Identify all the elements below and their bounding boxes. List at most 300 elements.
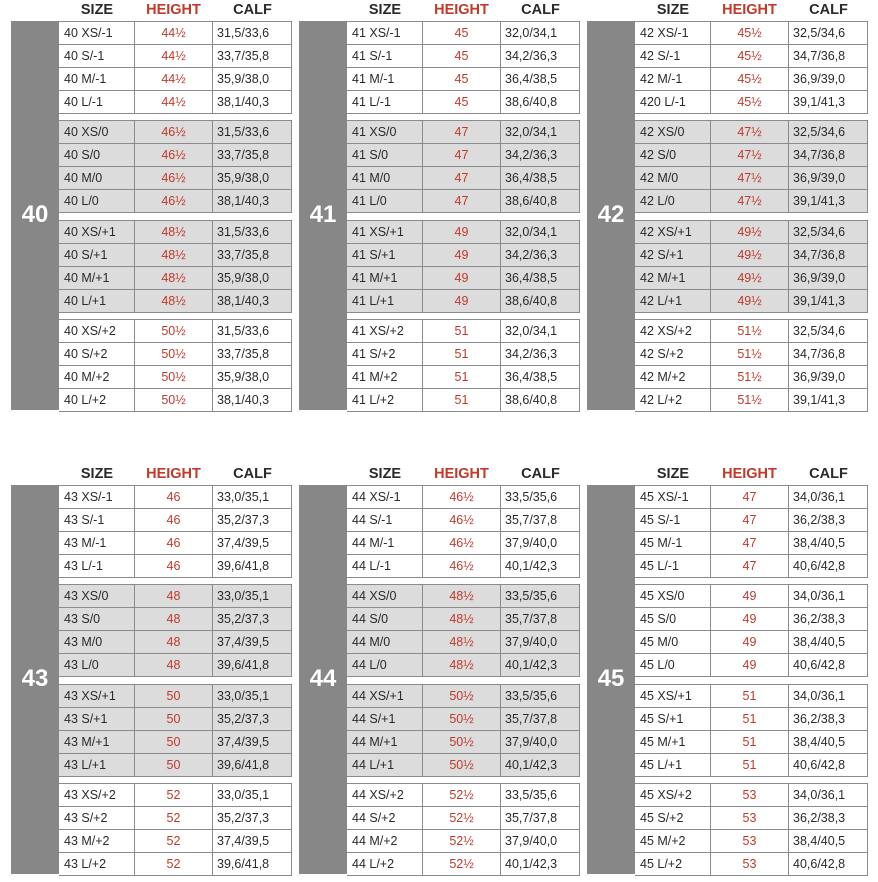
cell-size: 43 S/-1 [59, 509, 135, 531]
cell-height: 49½ [711, 221, 789, 243]
cell-calf: 33,7/35,8 [217, 347, 270, 361]
cell-size: 45 L/-1 [635, 555, 711, 577]
table-row [347, 853, 580, 876]
cell-size: 40 S/+2 [59, 343, 135, 365]
cell-size: 41 L/+1 [347, 290, 423, 312]
cell-size: 40 XS/-1 [59, 22, 135, 44]
cell-size: 41 L/0 [347, 190, 423, 212]
cell-height: 51½ [711, 320, 789, 342]
cell-size: 43 M/0 [59, 631, 135, 653]
row-group [347, 485, 580, 578]
cell-calf: 32,5/34,6 [793, 125, 846, 139]
size-bar [299, 21, 347, 410]
cell-calf: 38,1/40,3 [217, 393, 270, 407]
table-row [347, 91, 580, 114]
size-bar-label: 45 [597, 665, 625, 692]
cell-size: 43 S/+2 [59, 807, 135, 829]
cell-size: 420 L/-1 [635, 91, 711, 113]
cell-height: 50½ [135, 343, 213, 365]
cell-calf: 38,4/40,5 [793, 536, 846, 550]
table-row [59, 91, 292, 114]
cell-size: 41 M/0 [347, 167, 423, 189]
table-row [635, 144, 868, 167]
cell-height: 52 [135, 830, 213, 852]
cell-calf: 31,5/33,6 [217, 225, 270, 239]
cell-height: 45 [423, 22, 501, 44]
cell-height: 53 [711, 807, 789, 829]
cell-height: 52 [135, 853, 213, 875]
table-row [347, 144, 580, 167]
cell-height: 46½ [135, 121, 213, 143]
cell-calf: 31,5/33,6 [217, 324, 270, 338]
cell-height: 49½ [711, 290, 789, 312]
table-row [347, 784, 580, 807]
cell-height: 45½ [711, 91, 789, 113]
row-group [347, 21, 580, 114]
cell-height: 48½ [423, 585, 501, 607]
cell-height: 49 [423, 244, 501, 266]
cell-size: 40 L/+2 [59, 389, 135, 411]
cell-size: 42 XS/+2 [635, 320, 711, 342]
table-row [59, 784, 292, 807]
row-group [635, 319, 868, 412]
table-row [59, 631, 292, 654]
cell-calf: 36,2/38,3 [793, 513, 846, 527]
cell-size: 42 L/0 [635, 190, 711, 212]
table-row [347, 343, 580, 366]
cell-size: 42 S/-1 [635, 45, 711, 67]
table-row [59, 190, 292, 213]
cell-height: 46½ [423, 486, 501, 508]
table-row [347, 754, 580, 777]
cell-calf: 36,2/38,3 [793, 811, 846, 825]
cell-size: 44 XS/+2 [347, 784, 423, 806]
cell-size: 42 L/+2 [635, 389, 711, 411]
table-row [59, 853, 292, 876]
cell-calf: 39,1/41,3 [793, 95, 846, 109]
cell-size: 40 L/0 [59, 190, 135, 212]
cell-size: 41 XS/0 [347, 121, 423, 143]
cell-height: 44½ [135, 45, 213, 67]
cell-size: 45 XS/0 [635, 585, 711, 607]
table-row [59, 654, 292, 677]
cell-calf: 35,7/37,8 [505, 612, 558, 626]
cell-calf: 33,0/35,1 [217, 788, 270, 802]
header-calf: CALF [521, 2, 560, 18]
cell-size: 43 L/+2 [59, 853, 135, 875]
cell-calf: 37,9/40,0 [505, 735, 558, 749]
cell-size: 40 M/-1 [59, 68, 135, 90]
cell-calf: 37,4/39,5 [217, 635, 270, 649]
cell-size: 40 M/+1 [59, 267, 135, 289]
size-bar [587, 485, 635, 874]
cell-height: 47 [711, 486, 789, 508]
table-row [59, 167, 292, 190]
cell-height: 47 [423, 121, 501, 143]
cell-height: 49 [711, 631, 789, 653]
table-row [635, 91, 868, 114]
cell-calf: 40,1/42,3 [505, 857, 558, 871]
table-row [347, 654, 580, 677]
header-height: HEIGHT [722, 466, 777, 482]
cell-size: 40 S/0 [59, 144, 135, 166]
cell-calf: 37,9/40,0 [505, 536, 558, 550]
cell-calf: 38,1/40,3 [217, 194, 270, 208]
table-row [347, 167, 580, 190]
table-header [299, 0, 581, 20]
table-row [59, 244, 292, 267]
row-group [59, 783, 292, 876]
cell-calf: 38,6/40,8 [505, 294, 558, 308]
header-calf: CALF [233, 2, 272, 18]
cell-height: 47½ [711, 144, 789, 166]
size-panel-44 [299, 464, 581, 876]
cell-calf: 35,9/38,0 [217, 171, 270, 185]
cell-calf: 34,7/36,8 [793, 347, 846, 361]
header-height: HEIGHT [146, 2, 201, 18]
size-bar-label: 42 [597, 201, 625, 228]
cell-size: 42 XS/+1 [635, 221, 711, 243]
row-group [59, 684, 292, 777]
cell-size: 43 XS/-1 [59, 486, 135, 508]
header-size: SIZE [656, 466, 690, 482]
cell-calf: 39,6/41,8 [217, 559, 270, 573]
cell-size: 41 M/-1 [347, 68, 423, 90]
table-header [11, 0, 293, 20]
cell-calf: 36,2/38,3 [793, 612, 846, 626]
cell-size: 40 XS/+2 [59, 320, 135, 342]
cell-height: 49 [423, 267, 501, 289]
cell-calf: 38,6/40,8 [505, 194, 558, 208]
cell-size: 41 XS/+1 [347, 221, 423, 243]
cell-size: 41 S/+2 [347, 343, 423, 365]
cell-height: 49 [711, 608, 789, 630]
cell-calf: 34,7/36,8 [793, 49, 846, 63]
cell-calf: 37,4/39,5 [217, 735, 270, 749]
cell-size: 43 XS/+2 [59, 784, 135, 806]
cell-size: 45 XS/-1 [635, 486, 711, 508]
table-row [635, 509, 868, 532]
table-row [347, 830, 580, 853]
size-bar-label: 43 [21, 665, 49, 692]
cell-calf: 33,5/35,6 [505, 689, 558, 703]
cell-size: 42 M/-1 [635, 68, 711, 90]
cell-calf: 38,6/40,8 [505, 393, 558, 407]
cell-size: 45 M/-1 [635, 532, 711, 554]
header-height: HEIGHT [722, 2, 777, 18]
cell-size: 40 L/-1 [59, 91, 135, 113]
cell-height: 50 [135, 731, 213, 753]
table-row [347, 631, 580, 654]
cell-size: 43 L/+1 [59, 754, 135, 776]
cell-size: 45 L/+1 [635, 754, 711, 776]
table-row [635, 167, 868, 190]
cell-height: 50½ [423, 754, 501, 776]
table-row [59, 754, 292, 777]
cell-height: 52½ [423, 830, 501, 852]
row-group [59, 21, 292, 114]
size-panel-43 [11, 464, 293, 876]
cell-size: 42 XS/0 [635, 121, 711, 143]
cell-calf: 33,5/35,6 [505, 788, 558, 802]
cell-calf: 34,7/36,8 [793, 248, 846, 262]
header-size: SIZE [80, 466, 114, 482]
cell-calf: 36,2/38,3 [793, 712, 846, 726]
table-row [635, 190, 868, 213]
cell-size: 44 S/+1 [347, 708, 423, 730]
table-row [347, 807, 580, 830]
size-bar-label: 44 [309, 665, 337, 692]
row-group [59, 584, 292, 677]
table-row [635, 221, 868, 244]
cell-height: 46 [135, 532, 213, 554]
table-row [635, 708, 868, 731]
cell-size: 43 S/0 [59, 608, 135, 630]
table-row [347, 532, 580, 555]
cell-calf: 32,5/34,6 [793, 324, 846, 338]
table-row [635, 631, 868, 654]
cell-calf: 31,5/33,6 [217, 26, 270, 40]
header-calf: CALF [809, 2, 848, 18]
cell-calf: 39,1/41,3 [793, 194, 846, 208]
cell-calf: 40,1/42,3 [505, 758, 558, 772]
cell-size: 44 M/+2 [347, 830, 423, 852]
cell-height: 46½ [423, 555, 501, 577]
table-row [635, 532, 868, 555]
table-row [347, 290, 580, 313]
cell-calf: 32,0/34,1 [505, 26, 558, 40]
cell-size: 42 M/0 [635, 167, 711, 189]
table-row [635, 731, 868, 754]
cell-calf: 35,2/37,3 [217, 811, 270, 825]
cell-size: 43 XS/+1 [59, 685, 135, 707]
cell-calf: 34,2/36,3 [505, 148, 558, 162]
table-row [347, 366, 580, 389]
cell-height: 48 [135, 631, 213, 653]
table-row [635, 754, 868, 777]
cell-height: 49 [423, 290, 501, 312]
cell-calf: 34,2/36,3 [505, 347, 558, 361]
size-panel-45 [587, 464, 869, 876]
table-row [59, 221, 292, 244]
cell-size: 45 L/+2 [635, 853, 711, 875]
table-row [59, 144, 292, 167]
cell-size: 41 XS/+2 [347, 320, 423, 342]
cell-size: 41 S/-1 [347, 45, 423, 67]
cell-height: 49½ [711, 267, 789, 289]
cell-size: 45 XS/+1 [635, 685, 711, 707]
cell-size: 40 L/+1 [59, 290, 135, 312]
cell-height: 51 [423, 366, 501, 388]
size-panel-42 [587, 0, 869, 412]
cell-size: 44 M/-1 [347, 532, 423, 554]
table-row [347, 555, 580, 578]
cell-height: 48 [135, 608, 213, 630]
cell-size: 41 S/0 [347, 144, 423, 166]
cell-size: 44 M/0 [347, 631, 423, 653]
table-row [347, 608, 580, 631]
table-row [59, 22, 292, 45]
cell-calf: 35,9/38,0 [217, 370, 270, 384]
table-header [299, 464, 581, 484]
cell-size: 41 M/+1 [347, 267, 423, 289]
cell-height: 47 [423, 144, 501, 166]
size-bar-label: 40 [21, 201, 49, 228]
cell-size: 41 L/+2 [347, 389, 423, 411]
cell-calf: 34,2/36,3 [505, 248, 558, 262]
table-row [347, 731, 580, 754]
cell-size: 45 L/0 [635, 654, 711, 676]
cell-height: 53 [711, 784, 789, 806]
cell-size: 45 M/+2 [635, 830, 711, 852]
table-row [59, 731, 292, 754]
cell-calf: 33,0/35,1 [217, 589, 270, 603]
table-row [347, 685, 580, 708]
table-row [59, 343, 292, 366]
cell-size: 42 XS/-1 [635, 22, 711, 44]
cell-height: 45½ [711, 22, 789, 44]
cell-height: 51½ [711, 389, 789, 411]
header-height: HEIGHT [146, 466, 201, 482]
size-bar [11, 21, 59, 410]
cell-height: 50 [135, 754, 213, 776]
cell-height: 50 [135, 708, 213, 730]
cell-size: 42 M/+1 [635, 267, 711, 289]
cell-height: 47 [711, 532, 789, 554]
table-row [347, 708, 580, 731]
cell-size: 42 L/+1 [635, 290, 711, 312]
cell-height: 47 [423, 190, 501, 212]
cell-height: 52½ [423, 807, 501, 829]
cell-size: 40 S/+1 [59, 244, 135, 266]
cell-size: 40 XS/0 [59, 121, 135, 143]
cell-calf: 33,5/35,6 [505, 589, 558, 603]
cell-size: 40 S/-1 [59, 45, 135, 67]
row-group [635, 783, 868, 876]
cell-calf: 40,1/42,3 [505, 658, 558, 672]
cell-height: 51 [711, 708, 789, 730]
table-row [347, 389, 580, 412]
cell-calf: 40,6/42,8 [793, 857, 846, 871]
table-row [635, 555, 868, 578]
table-row [635, 685, 868, 708]
cell-height: 44½ [135, 22, 213, 44]
cell-size: 45 S/+1 [635, 708, 711, 730]
cell-height: 49 [711, 654, 789, 676]
row-group [347, 120, 580, 213]
cell-height: 53 [711, 830, 789, 852]
cell-calf: 35,2/37,3 [217, 612, 270, 626]
table-row [635, 45, 868, 68]
cell-height: 48½ [135, 221, 213, 243]
table-row [635, 608, 868, 631]
cell-height: 48½ [135, 244, 213, 266]
cell-height: 52½ [423, 853, 501, 875]
cell-height: 46½ [135, 190, 213, 212]
cell-height: 47 [711, 555, 789, 577]
header-height: HEIGHT [434, 2, 489, 18]
table-row [347, 267, 580, 290]
cell-calf: 37,4/39,5 [217, 834, 270, 848]
cell-height: 50½ [135, 389, 213, 411]
cell-calf: 38,4/40,5 [793, 635, 846, 649]
table-row [635, 389, 868, 412]
table-row [635, 366, 868, 389]
cell-calf: 39,1/41,3 [793, 393, 846, 407]
cell-calf: 33,5/35,6 [505, 490, 558, 504]
row-group [59, 485, 292, 578]
row-group [635, 21, 868, 114]
row-group [635, 120, 868, 213]
cell-size: 40 M/0 [59, 167, 135, 189]
table-header [11, 464, 293, 484]
cell-height: 46 [135, 555, 213, 577]
cell-calf: 33,7/35,8 [217, 49, 270, 63]
cell-height: 44½ [135, 68, 213, 90]
cell-height: 47 [711, 509, 789, 531]
cell-calf: 35,7/37,8 [505, 811, 558, 825]
cell-calf: 35,2/37,3 [217, 513, 270, 527]
cell-size: 44 XS/+1 [347, 685, 423, 707]
cell-size: 43 S/+1 [59, 708, 135, 730]
cell-calf: 37,9/40,0 [505, 635, 558, 649]
cell-size: 40 XS/+1 [59, 221, 135, 243]
cell-size: 43 M/-1 [59, 532, 135, 554]
cell-calf: 37,9/40,0 [505, 834, 558, 848]
cell-calf: 36,9/39,0 [793, 370, 846, 384]
cell-height: 48½ [135, 267, 213, 289]
cell-height: 51 [423, 389, 501, 411]
cell-size: 42 S/+2 [635, 343, 711, 365]
table-row [59, 389, 292, 412]
size-bar [299, 485, 347, 874]
cell-height: 51 [711, 754, 789, 776]
cell-height: 48½ [423, 654, 501, 676]
cell-height: 51 [423, 320, 501, 342]
table-row [635, 290, 868, 313]
table-row [59, 685, 292, 708]
cell-calf: 38,4/40,5 [793, 735, 846, 749]
table-row [635, 22, 868, 45]
table-row [347, 585, 580, 608]
table-row [59, 486, 292, 509]
cell-height: 51 [711, 731, 789, 753]
cell-size: 42 S/+1 [635, 244, 711, 266]
cell-height: 45½ [711, 68, 789, 90]
cell-height: 52½ [423, 784, 501, 806]
cell-height: 49 [711, 585, 789, 607]
table-row [347, 121, 580, 144]
cell-size: 44 S/0 [347, 608, 423, 630]
table-row [635, 784, 868, 807]
cell-height: 47½ [711, 190, 789, 212]
cell-calf: 35,9/38,0 [217, 271, 270, 285]
cell-size: 42 M/+2 [635, 366, 711, 388]
cell-height: 46 [135, 509, 213, 531]
table-row [635, 830, 868, 853]
cell-calf: 35,9/38,0 [217, 72, 270, 86]
cell-size: 40 M/+2 [59, 366, 135, 388]
cell-height: 47 [423, 167, 501, 189]
cell-size: 41 XS/-1 [347, 22, 423, 44]
row-group [347, 220, 580, 313]
cell-size: 44 S/-1 [347, 509, 423, 531]
cell-calf: 33,0/35,1 [217, 490, 270, 504]
header-calf: CALF [233, 466, 272, 482]
cell-calf: 38,4/40,5 [793, 834, 846, 848]
cell-calf: 33,7/35,8 [217, 248, 270, 262]
cell-height: 48 [135, 654, 213, 676]
